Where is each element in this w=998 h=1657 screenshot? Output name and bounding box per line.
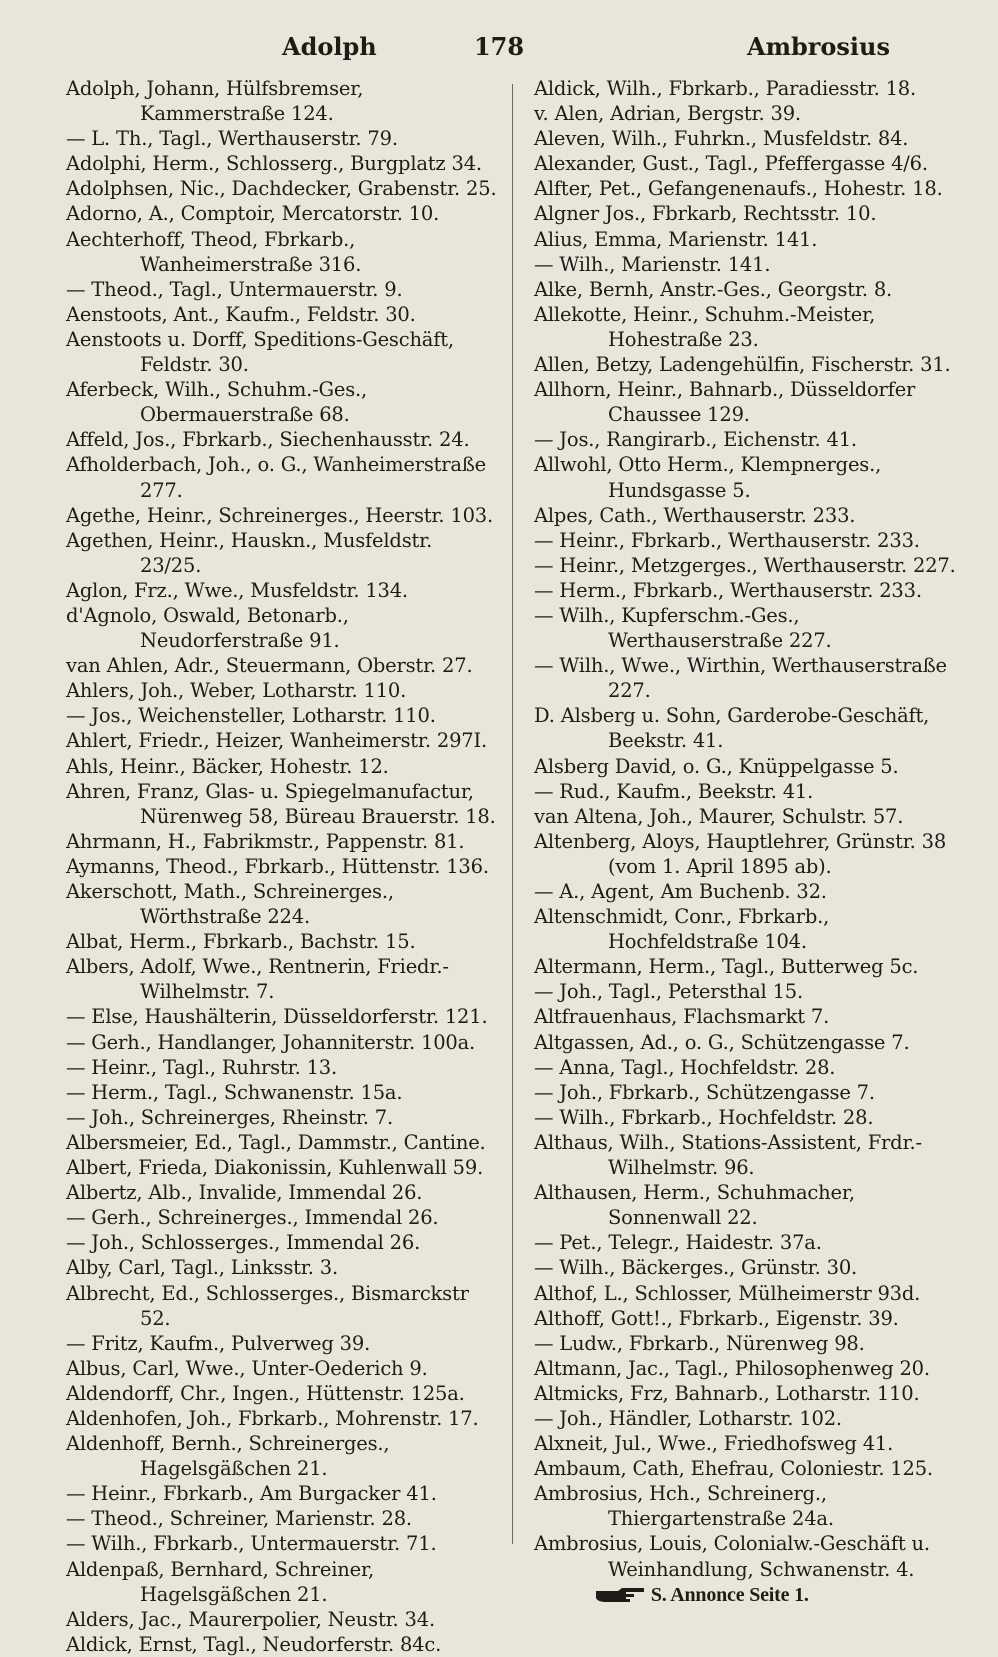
directory-entry: Aymanns, Theod., Fbrkarb., Hüttenstr. 136. — [66, 854, 489, 878]
directory-entry: Altmicks, Frz, Bahnarb., Lotharstr. 110. — [534, 1381, 920, 1405]
directory-entry: — Joh., Tagl., Petersthal 15. — [534, 980, 803, 1004]
directory-entry: D. Alsberg u. Sohn, Garderobe-Geschäft, Beekstr. 41. — [534, 704, 930, 753]
directory-entry: Aldenhofen, Joh., Fbrkarb., Mohrenstr. 17. — [66, 1406, 479, 1430]
column-divider — [512, 84, 513, 1544]
directory-entry: Althaus, Wilh., Stations-Assistent, Frdr.-Wilhelmstr. 96. — [534, 1130, 922, 1180]
directory-entry: Adolphsen, Nic., Dachdecker, Grabenstr. 25. — [66, 177, 497, 201]
directory-entry: Alfter, Pet., Gefangenenaufs., Hohestr. 18. — [534, 177, 943, 201]
right-column-entries — [534, 76, 966, 1582]
left-column — [66, 76, 498, 1657]
directory-entry: Ambrosius, Hch., Schreinerg., Thiergartenstraße 24a. — [534, 1482, 834, 1531]
directory-entry: Altfrauenhaus, Flachsmarkt 7. — [534, 1005, 830, 1029]
directory-entry: — Herm., Fbrkarb., Werthauserstr. 233. — [534, 578, 922, 602]
directory-entry: — Theod., Schreiner, Marienstr. 28. — [66, 1507, 412, 1531]
directory-entry: Alpes, Cath., Werthauserstr. 233. — [534, 503, 856, 527]
directory-entry: Altmann, Jac., Tagl., Philosophenweg 20. — [534, 1356, 930, 1380]
directory-entry: Aechterhoff, Theod, Fbrkarb., Wanheimerstraße 316. — [66, 227, 362, 276]
directory-entry: Allwohl, Otto Herm., Klempnerges., Hundsgasse 5. — [534, 453, 882, 502]
directory-entry: Ambaum, Cath, Ehefrau, Coloniestr. 125. — [534, 1457, 933, 1481]
directory-entry: Aleven, Wilh., Fuhrkn., Musfeldstr. 84. — [534, 127, 909, 151]
directory-entry: Adolph, Johann, Hülfsbremser, Kammerstraße 124. — [66, 77, 364, 126]
header-left-keyword: Adolph — [282, 32, 377, 61]
directory-entry: Alexander, Gust., Tagl., Pfeffergasse 4/6. — [534, 152, 928, 176]
directory-entry: van Ahlen, Adr., Steuermann, Oberstr. 27. — [66, 654, 473, 678]
directory-entry: Aldenpaß, Bernhard, Schreiner, Hagelsgäßchen 21. — [66, 1557, 374, 1606]
directory-entry: Alius, Emma, Marienstr. 141. — [534, 227, 818, 251]
directory-entry: — Joh., Händler, Lotharstr. 102. — [534, 1406, 842, 1430]
directory-entry: Ahls, Heinr., Bäcker, Hohestr. 12. — [66, 754, 389, 778]
pointing-hand-icon — [594, 1587, 646, 1603]
directory-entry: — Rud., Kaufm., Beekstr. 41. — [534, 779, 814, 803]
directory-entry: — Heinr., Metzgerges., Werthauserstr. 227. — [534, 553, 956, 577]
directory-entry: Akerschott, Math., Schreinerges., Wörthstraße 224. — [66, 880, 394, 929]
directory-entry: Albert, Frieda, Diakonissin, Kuhlenwall 59. — [66, 1156, 484, 1180]
directory-entry: Albersmeier, Ed., Tagl., Dammstr., Cantine. — [66, 1130, 486, 1154]
right-column — [534, 76, 966, 1608]
directory-entry: Adolphi, Herm., Schlosserg., Burgplatz 34. — [66, 152, 482, 176]
directory-entry: — Wilh., Fbrkarb., Untermauerstr. 71. — [66, 1532, 437, 1556]
directory-entry: Albrecht, Ed., Schlosserges., Bismarckstr 52. — [66, 1281, 469, 1330]
directory-entry: Aldick, Wilh., Fbrkarb., Paradiesstr. 18. — [534, 77, 916, 100]
directory-entry: — Wilh., Wwe., Wirthin, Werthauserstraße 227. — [534, 654, 947, 703]
directory-entry: Alders, Jac., Maurerpolier, Neustr. 34. — [66, 1607, 435, 1631]
directory-entry: — Jos., Weichensteller, Lotharstr. 110. — [66, 704, 436, 728]
header-right-keyword: Ambrosius — [746, 32, 890, 61]
directory-entry: van Altena, Joh., Maurer, Schulstr. 57. — [534, 804, 904, 828]
directory-entry: — Wilh., Marienstr. 141. — [534, 252, 771, 276]
directory-entry: Altenberg, Aloys, Hauptlehrer, Grünstr. 38 (vom 1. April 1895 ab). — [534, 829, 947, 878]
directory-entry: — Heinr., Fbrkarb., Werthauserstr. 233. — [534, 528, 920, 552]
directory-entry: Allekotte, Heinr., Schuhm.-Meister, Hohestraße 23. — [534, 302, 876, 351]
directory-entry: — Wilh., Fbrkarb., Hochfeldstr. 28. — [534, 1105, 874, 1129]
directory-entry: Albus, Carl, Wwe., Unter-Oederich 9. — [66, 1356, 428, 1380]
page-number: 178 — [473, 32, 525, 61]
directory-entry: Aldenhoff, Bernh., Schreinerges., Hagelsgäßchen 21. — [66, 1432, 390, 1481]
directory-entry: — Joh., Fbrkarb., Schützengasse 7. — [534, 1080, 875, 1104]
directory-entry: — Pet., Telegr., Haidestr. 37a. — [534, 1231, 822, 1255]
directory-entry: Affeld, Jos., Fbrkarb., Siechenhausstr. 24. — [66, 428, 470, 452]
directory-entry: Agethe, Heinr., Schreinerges., Heerstr. 103. — [66, 503, 493, 527]
directory-entry: — Heinr., Fbrkarb., Am Burgacker 41. — [66, 1482, 437, 1506]
directory-entry: Aldick, Ernst, Tagl., Neudorferstr. 84c. — [66, 1632, 442, 1656]
directory-entry: Agethen, Heinr., Hauskn., Musfeldstr. 23/25. — [66, 528, 433, 577]
directory-entry: — Anna, Tagl., Hochfeldstr. 28. — [534, 1055, 836, 1079]
directory-entry: — A., Agent, Am Buchenb. 32. — [534, 880, 827, 903]
annonce-note — [534, 1583, 966, 1608]
directory-entry: Albers, Adolf, Wwe., Rentnerin, Friedr.-Wilhelmstr. 7. — [66, 955, 449, 1004]
directory-entry: Algner Jos., Fbrkarb, Rechtsstr. 10. — [534, 202, 877, 226]
directory-entry: Alke, Bernh, Anstr.-Ges., Georgstr. 8. — [534, 277, 893, 301]
directory-entry: Ahren, Franz, Glas- u. Spiegelmanufactur, Nürenweg 58, Büreau Brauerstr. 18. — [66, 779, 496, 828]
directory-entry: Alsberg David, o. G., Knüppelgasse 5. — [534, 754, 899, 778]
directory-entry: Afholderbach, Joh., o. G., Wanheimerstraße 277. — [66, 453, 486, 502]
page-header — [50, 24, 948, 64]
directory-entry: Adorno, A., Comptoir, Mercatorstr. 10. — [66, 202, 440, 226]
directory-entry: — Jos., Rangirarb., Eichenstr. 41. — [534, 428, 857, 452]
directory-entry: — Wilh., Kupferschm.-Ges., Werthauserstraße 227. — [534, 603, 832, 653]
directory-entry: Allhorn, Heinr., Bahnarb., Düsseldorfer Chaussee 129. — [534, 378, 916, 427]
directory-entry: Alxneit, Jul., Wwe., Friedhofsweg 41. — [534, 1432, 894, 1456]
directory-entry: Althof, L., Schlosser, Mülheimerstr 93d. — [534, 1281, 921, 1305]
directory-entry: Althoff, Gott!., Fbrkarb., Eigenstr. 39. — [534, 1306, 899, 1330]
directory-entry: — Heinr., Tagl., Ruhrstr. 13. — [66, 1055, 337, 1079]
directory-entry: Altermann, Herm., Tagl., Butterweg 5c. — [534, 955, 919, 979]
directory-entry: — Ludw., Fbrkarb., Nürenweg 98. — [534, 1331, 865, 1355]
directory-entry: v. Alen, Adrian, Bergstr. 39. — [534, 102, 801, 126]
directory-entry: Ahlert, Friedr., Heizer, Wanheimerstr. 297I. — [66, 729, 487, 753]
directory-entry: — Joh., Schreinerges, Rheinstr. 7. — [66, 1105, 393, 1129]
directory-entry: Aglon, Frz., Wwe., Musfeldstr. 134. — [66, 578, 408, 602]
directory-entry: — Theod., Tagl., Untermauerstr. 9. — [66, 277, 403, 301]
directory-entry: — Joh., Schlosserges., Immendal 26. — [66, 1231, 421, 1255]
directory-entry: — Herm., Tagl., Schwanenstr. 15a. — [66, 1080, 403, 1104]
annonce-text: S. Annonce Seite 1. — [650, 1583, 809, 1606]
directory-entry: Ambrosius, Louis, Colonialw.-Geschäft u. Weinhandlung, Schwanenstr. 4. — [534, 1532, 930, 1581]
directory-entry: Altgassen, Ad., o. G., Schützengasse 7. — [534, 1030, 910, 1054]
directory-entry: Allen, Betzy, Ladengehülfin, Fischerstr. 31. — [534, 353, 951, 377]
directory-entry: Ahrmann, H., Fabrikmstr., Pappenstr. 81. — [66, 829, 465, 853]
directory-entry: Aferbeck, Wilh., Schuhm.-Ges., Obermauerstraße 68. — [66, 378, 368, 427]
directory-entry: Altenschmidt, Conr., Fbrkarb., Hochfeldstraße 104. — [534, 905, 830, 954]
directory-entry: Aenstoots, Ant., Kaufm., Feldstr. 30. — [66, 302, 416, 326]
directory-entry: Ahlers, Joh., Weber, Lotharstr. 110. — [66, 679, 407, 703]
directory-entry: — L. Th., Tagl., Werthauserstr. 79. — [66, 127, 398, 151]
directory-entry: Althausen, Herm., Schuhmacher, Sonnenwall 22. — [534, 1181, 855, 1230]
directory-entry: d'Agnolo, Oswald, Betonarb., Neudorferstraße 91. — [66, 603, 349, 653]
directory-entry: Aenstoots u. Dorff, Speditions-Geschäft, Feldstr. 30. — [66, 327, 454, 377]
directory-entry: Alby, Carl, Tagl., Linksstr. 3. — [66, 1256, 338, 1280]
directory-entry: — Else, Haushälterin, Düsseldorferstr. 121. — [66, 1005, 488, 1029]
directory-entry: Albertz, Alb., Invalide, Immendal 26. — [66, 1181, 423, 1205]
directory-entry: Albat, Herm., Fbrkarb., Bachstr. 15. — [66, 930, 416, 954]
directory-entry: Aldendorff, Chr., Ingen., Hüttenstr. 125a. — [66, 1381, 465, 1405]
directory-entry: — Gerh., Schreinerges., Immendal 26. — [66, 1206, 439, 1230]
directory-entry: — Gerh., Handlanger, Johanniterstr. 100a. — [66, 1030, 476, 1054]
directory-entry: — Fritz, Kaufm., Pulverweg 39. — [66, 1331, 371, 1355]
directory-entry: — Wilh., Bäckerges., Grünstr. 30. — [534, 1256, 858, 1280]
